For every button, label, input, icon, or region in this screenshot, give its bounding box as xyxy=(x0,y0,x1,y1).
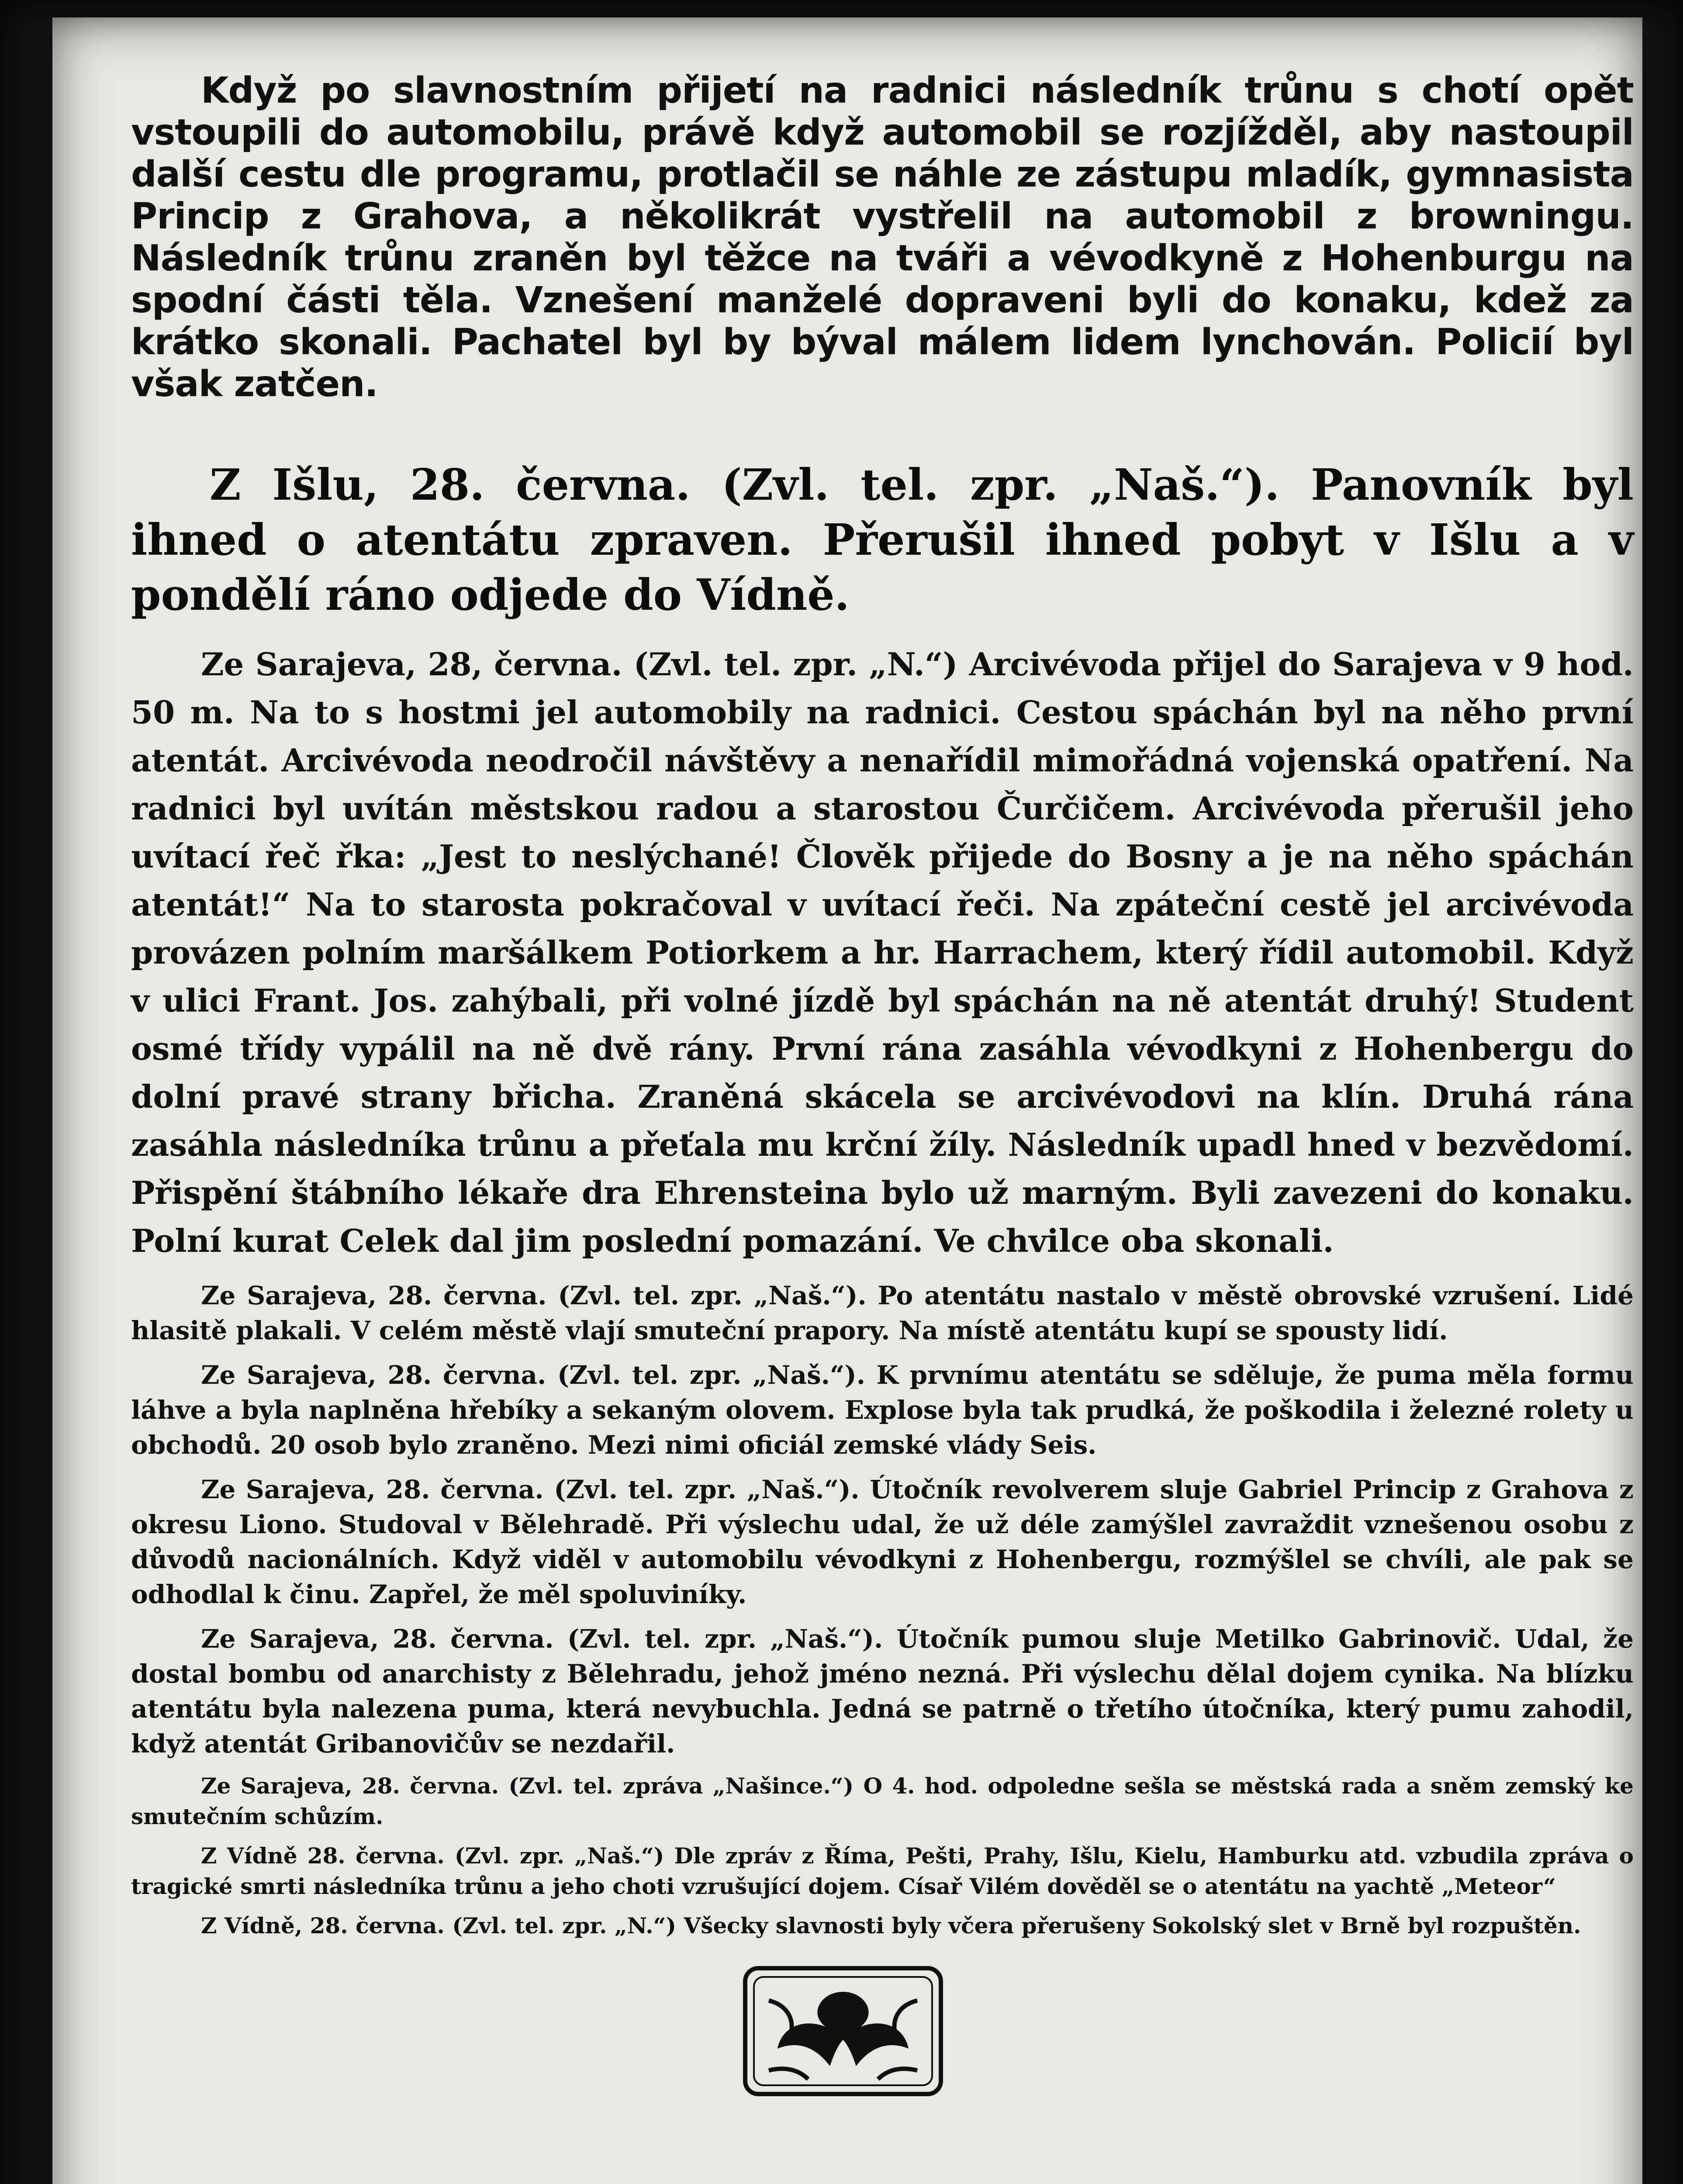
report-first-attack: Ze Sarajeva, 28. června. (Zvl. tel. zpr. „Naš.“). K prvnímu atentátu se sděluje, že puma měla formu láhve a byla naplněna hřebíky a sekaným olovem. Explose byla tak prudká, že poškodila i železné rolety u obchodů. 20 osob bylo zraněno. Mezi nimi oficiál zemské vlády Seis. xyxy=(131,1360,1634,1460)
headline-paragraph: Z Išlu, 28. června. (Zvl. tel. zpr. „Naš.“). Panovník byl ihned o atentátu zpraven. Přerušil ihned pobyt v Išlu a v pondělí ráno odjede do Vídně. xyxy=(131,460,1634,620)
newspaper-page xyxy=(52,17,1642,2184)
ornament-vignette-icon xyxy=(743,1966,943,2097)
article-body xyxy=(131,44,1634,1950)
report-city-mourning: Ze Sarajeva, 28. června. (Zvl. tel. zpr. „Naš.“). Po atentátu nastalo v městě obrovské vzrušení. Lidé hlasitě plakali. V celém městě vlají smuteční prapory. Na místě atentátu kupí se spousty lidí. xyxy=(131,1281,1634,1345)
report-attacker-princip: Ze Sarajeva, 28. června. (Zvl. tel. zpr. „Naš.“). Útočník revolverem sluje Gabriel Princip z Grahova z okresu Liono. Studoval v Bělehradě. Při výslechu udal, že už déle zamýšlel zavraždit vznešenou osobu z důvodů nacionálních. Když viděl v automobilu vévodkyni z Hohenbergu, rozmýšlel se chvíli, ale pak se odhodlal k činu. Zapřel, že měl spoluviníky. xyxy=(131,1475,1634,1609)
lead-paragraph: Když po slavnostním přijetí na radnici následník trůnu s chotí opět vstoupili do automobilu, právě když automobil se rozjížděl, aby nastoupil další cestu dle programu, protlačil se náhle ze zástupu mladík, gymnasista Princip z Grahova, a několikrát vystřelil na automobil z browningu. Následník trůnu zraněn byl těžce na tváři a vévodkyně z Hohenburgu na spodní části těla. Vznešení manželé dopraveni byli do konaku, kdež za krátko skonali. Pachatel byl by býval málem lidem lynchován. Policií byl však zatčen. xyxy=(131,70,1634,405)
report-attacker-bomb: Ze Sarajeva, 28. června. (Zvl. tel. zpr. „Naš.“). Útočník pumou sluje Metilko Gabrinovič. Udal, že dostal bombu od anarchisty z Bělehradu, jehož jméno nezná. Při výslechu dělal dojem cynika. Na blízku atentátu byla nalezena puma, která nevybuchla. Jedná se patrně o třetího útočníka, který pumu zahodil, když atentát Gribanovičův se nezdařil. xyxy=(131,1624,1634,1759)
report-vienna-reactions: Z Vídně 28. června. (Zvl. zpr. „Naš.“) Dle zpráv z Říma, Pešti, Prahy, Išlu, Kielu, Hamburku atd. vzbudila zpráva o tragické smrti následníka trůnu a jeho choti vzrušující dojem. Císař Vilém dověděl se o atentátu na yachtě „Meteor“ xyxy=(131,1843,1634,1899)
report-vienna-celebrations: Z Vídně, 28. června. (Zvl. tel. zpr. „N.“) Všecky slavnosti byly včera přerušeny Sokolský slet v Brně byl rozpuštěn. xyxy=(201,1913,1581,1939)
report-sarajevo-arrival: Ze Sarajeva, 28, června. (Zvl. tel. zpr. „N.“) Arcivévoda přijel do Sarajeva v 9 hod. 50 m. Na to s hostmi jel automobily na radnici. Cestou spáchán byl na něho první atentát. Arcivévoda neodročil návštěvy a nenařídil mimořádná vojenská opatření. Na radnici byl uvítán městskou radou a starostou Čurčičem. Arcivévoda přerušil jeho uvítací řeč řka: „Jest to neslýchané! Člověk přijede do Bosny a je na něho spáchán atentát!“ Na to starosta pokračoval v uvítací řeči. Na zpáteční cestě jel arcivévoda provázen polním maršálkem Potiorkem a hr. Harrachem, který řídil automobil. Když v ulici Frant. Jos. zahýbali, při volné jízdě byl spáchán na ně atentát druhý! Student osmé třídy vypálil na ně dvě rány. První rána zasáhla vévodkyni z Hohenbergu do dolní pravé strany břicha. Zraněná skácela se arcivévodovi na klín. Druhá rána zasáhla následníka trůnu a přeťala mu krční žíly. Následník upadl hned v bezvědomí. Přispění štábního lékaře dra Ehrensteina bylo už marným. Byli zavezeni do konaku. Polní kurat Celek dal jim poslední pomazání. Ve chvilce oba skonali. xyxy=(131,646,1634,1259)
report-council-meeting: Ze Sarajeva, 28. června. (Zvl. tel. zpráva „Našince.“) O 4. hod. odpoledne sešla se městská rada a sněm zemský ke smutečním schůzím. xyxy=(131,1773,1634,1829)
